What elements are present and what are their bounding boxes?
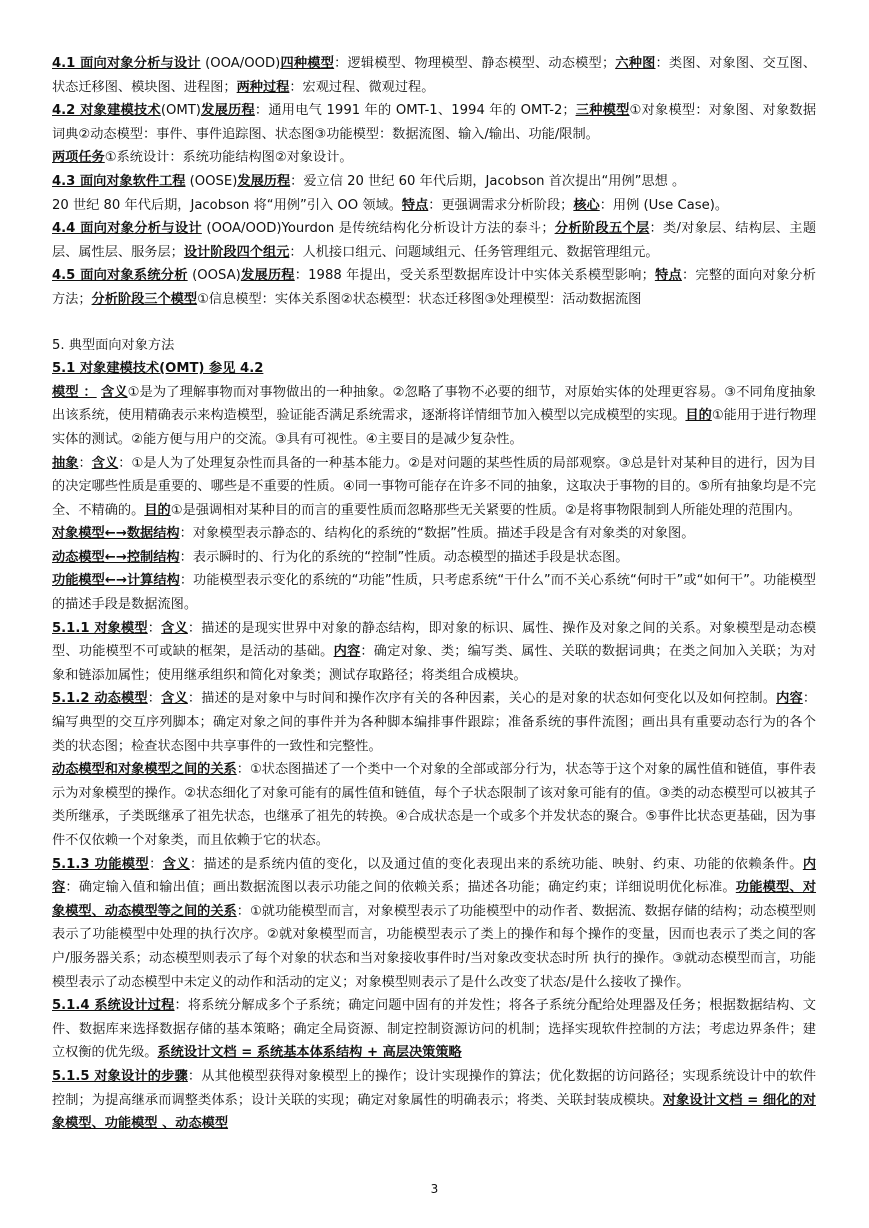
emphasis-run: 发展历程: [237, 173, 291, 189]
paragraph-gap: [52, 312, 816, 334]
emphasis-run: 4.5 面向对象系统分析: [52, 268, 188, 284]
emphasis-run: 目的: [685, 408, 712, 424]
emphasis-run: 5.1.3 功能模型: [52, 856, 150, 872]
paragraph: [52, 758, 816, 852]
text-run: 20 世纪 80 年代后期，Jacobson 将“用例”引入 OO 领域。: [52, 197, 402, 213]
emphasis-run: 功能模型、对象模型、动态模型等之间的关系: [52, 880, 817, 919]
paragraph: [52, 546, 816, 570]
text-run: ：: [149, 856, 163, 872]
paragraph: [52, 170, 816, 194]
text-run: ：更强调需求分析阶段；: [428, 197, 574, 213]
paragraph: [52, 357, 816, 381]
emphasis-run: 对象设计文档 = 细化的对象模型、功能模型 、动态模型: [52, 1092, 816, 1132]
text-run: ①信息模型：实体关系图②状态模型：状态迁移图③处理模型：活动数据流图: [197, 291, 642, 307]
text-run: (OOSA): [187, 268, 241, 284]
text-run: ：: [78, 455, 92, 471]
emphasis-run: 4.2 对象建模技术: [52, 103, 161, 119]
emphasis-run: 含义: [161, 691, 188, 707]
text-run: ：人机接口组元、问题域组元、任务管理组元、数据管理组元。: [289, 244, 659, 260]
emphasis-run: 发展历程: [200, 103, 255, 119]
text-run: ①是强调相对某种目的而言的重要性质而忽略那些无关紧要的性质。②是将事物限制到人所能处理的范围内。: [170, 502, 801, 518]
emphasis-run: 4.4 面向对象分析与设计: [52, 221, 202, 237]
paragraph: [52, 52, 816, 99]
emphasis-run: 系统设计文档 = 系统基本体系结构 + 高层决策策略: [157, 1045, 462, 1061]
emphasis-run: 5.1.5 对象设计的步骤: [52, 1068, 188, 1084]
text-run: ：编写典型的交互序列脚本；确定对象之间的事件并为各种脚本编排事件跟踪；准备系统的事件流图；画出具有重要动态行为的各个类的状态图；检查状态图中共享事件的一致性和完整性。: [52, 691, 817, 754]
text-run: ：确定对象、类；编写类、属性、关联的数据词典；在类之间加入关联；为对象和链添加属性；使用继承组织和简化对象类；测试存取路径；将类组合成模块。: [52, 644, 817, 683]
emphasis-run: 5.1.4 系统设计过程: [52, 998, 175, 1014]
emphasis-run: 两项任务: [52, 150, 105, 166]
paragraph: [52, 146, 816, 170]
text-run: ：对象模型表示静态的、结构化的系统的“数据”性质。描述手段是含有对象类的对象图。: [179, 526, 695, 542]
emphasis-run: 模型 ：: [52, 384, 97, 400]
emphasis-run: 功能模型←→计算结构: [52, 573, 180, 589]
emphasis-run: 含义: [101, 384, 128, 400]
text-run: ①能用于进行物理实体的测试。②能方便与用户的交流。③具有可视性。④主要目的是减少复杂性。: [52, 408, 817, 447]
paragraph: [52, 194, 816, 218]
text-run: ①系统设计：系统功能结构图②对象设计。: [104, 150, 353, 166]
text-run: ：将系统分解成多个子系统；确定问题中固有的并发性；将各子系统分配给处理器及任务；根据数据结构、文件、数据库来选择数据存储的基本策略；确定全局资源、制定控制资源访问的机制；选择实现软件控制的方法；考虑边界条件；建立权衡的优先级。: [52, 998, 816, 1061]
emphasis-run: 含义: [91, 455, 119, 471]
text-run: ：爱立信 20 世纪 60 年代后期，Jacobson 首次提出“用例”思想 。: [290, 173, 686, 189]
emphasis-run: 5.1 对象建模技术(OMT) 参见 4.2: [52, 361, 264, 377]
text-run: ：描述的是对象中与时间和操作次序有关的各种因素，关心的是对象的状态如何变化以及如何控制。: [187, 691, 777, 707]
text-run: (OOA/OOD): [200, 56, 281, 71]
emphasis-run: 目的: [144, 502, 171, 518]
emphasis-run: 5.1.1 对象模型: [52, 620, 148, 636]
emphasis-run: 两种过程: [236, 79, 290, 95]
emphasis-run: 四种模型: [280, 56, 335, 71]
emphasis-run: 内容: [52, 856, 817, 896]
emphasis-run: 抽象: [52, 455, 79, 471]
paragraph: [52, 853, 816, 995]
paragraph: [52, 569, 816, 616]
emphasis-run: 含义: [162, 856, 190, 872]
text-run: 5. 典型面向对象方法: [52, 337, 175, 353]
emphasis-run: 4.1 面向对象分析与设计: [52, 56, 201, 71]
emphasis-run: 4.3 面向对象软件工程: [52, 173, 186, 189]
paragraph: [52, 99, 816, 146]
text-run: ：从其他模型获得对象模型上的操作；设计实现操作的算法；优化数据的访问路径；实现系统设计中的软件控制；为提高继承而调整类体系；设计关联的实现；确定对象属性的明确表示；将类、关联封装成模块。: [52, 1068, 817, 1108]
paragraph: [52, 334, 816, 358]
text-run: ：类图、对象图、交互图、状态迁移图、模块图、进程图；: [52, 56, 817, 95]
text-run: ：①是人为了处理复杂性而具备的一种基本能力。②是对问题的某些性质的局部观察。③总是针对某种目的进行，因为目的决定哪些性质是重要的、哪些是不重要的性质。④同一事物可能存在许多不同的抽象，这取决于事物的目的。⑤所有抽象均是不完全、不精确的。: [52, 455, 817, 518]
text-run: (OOA/OOD)Yourdon 是传统结构化分析设计方法的泰斗；: [201, 221, 555, 237]
emphasis-run: 核心: [573, 197, 600, 213]
text-run: ：表示瞬时的、行为化的系统的“控制”性质。动态模型的描述手段是状态图。: [179, 549, 629, 565]
text-run: ：宏观过程、微观过程。: [289, 79, 435, 95]
text-run: ：确定输入值和输出值；画出数据流图以表示功能之间的依赖关系；描述各功能；确定约束；详细说明优化标准。: [65, 880, 736, 896]
text-run: ：描述的是系统内值的变化，以及通过值的变化表现出来的系统功能、映射、约束、功能的依赖条件。: [189, 856, 803, 872]
emphasis-run: 动态模型←→控制结构: [52, 549, 180, 565]
emphasis-run: 含义: [161, 620, 188, 636]
text-run: ：功能模型表示变化的系统的“功能”性质，只考虑系统“干什么”而不关心系统“何时干”或“如何干”。功能模型的描述手段是数据流图。: [52, 573, 816, 613]
paragraph: [52, 617, 816, 688]
page-number: 3: [430, 1182, 439, 1196]
emphasis-run: 特点: [654, 268, 682, 284]
text-run: ：逻辑模型、物理模型、静态模型、动态模型；: [334, 56, 616, 71]
emphasis-run: 六种图: [615, 56, 656, 71]
paragraph: [52, 217, 816, 264]
text-run: ：完整的面向对象分析方法；: [52, 268, 816, 307]
text-run: ：描述的是现实世界中对象的静态结构，即对象的标识、属性、操作及对象之间的关系。对象模型是动态模型、功能模型不可或缺的框架，是活动的基础。: [52, 620, 817, 660]
paragraph: [52, 264, 816, 311]
text-run: ①对象模型：对象图、对象数据词典②动态模型：事件、事件追踪图、状态图③功能模型：数据流图、输入/输出、功能/限制。: [52, 103, 817, 142]
paragraph: [52, 994, 816, 1065]
document-body: [52, 52, 816, 1136]
paragraph: [52, 522, 816, 546]
paragraph: [52, 381, 816, 452]
text-run: ：用例 (Use Case)。: [599, 197, 729, 213]
emphasis-run: 5.1.2 动态模型: [52, 691, 148, 707]
text-run: ：通用电气 1991 年的 OMT-1、1994 年的 OMT-2；: [254, 103, 576, 119]
emphasis-run: 特点: [401, 197, 429, 213]
emphasis-run: 设计阶段四个组元: [183, 244, 290, 260]
emphasis-run: 三种模型: [575, 103, 630, 119]
emphasis-run: 内容: [776, 691, 803, 707]
text-run: (OOSE): [185, 173, 238, 189]
emphasis-run: 内容: [333, 644, 361, 660]
text-run: ：①就功能模型而言，对象模型表示了功能模型中的动作者、数据流、数据存储的结构；动态模型则表示了功能模型中处理的执行次序。②就对象模型而言，功能模型表示了类上的操作和每个操作的变量，因而也表示了类之间的客户/服务器关系；动态模型则表示了每个对象的状态和当对象接收事件时/当对象改变状态时所 执行的操作。③就动态模型而言，功能模型表示了动态模型中未定义的动作和活动的定义；对象模型则表示了是什么改变了状态/是什么接收了操作。: [52, 903, 816, 990]
text-run: ：类/对象层、结构层、主题层、属性层、服务层；: [52, 221, 817, 260]
paragraph: [52, 687, 816, 758]
emphasis-run: 发展历程: [240, 268, 295, 284]
text-run: ：: [147, 691, 162, 707]
text-run: ：1988 年提出，受关系型数据库设计中实体关系模型影响；: [294, 268, 655, 284]
text-run: (OMT): [160, 103, 201, 119]
text-run: ①是为了理解事物而对事物做出的一种抽象。②忽略了事物不必要的细节，对原始实体的处理更容易。③不同角度抽象出该系统，使用精确表示来构造模型，验证能否满足系统需求，逐渐将详情细节加入模型以完成模型的实现。: [52, 384, 816, 424]
emphasis-run: 分析阶段三个模型: [91, 291, 198, 307]
emphasis-run: 动态模型和对象模型之间的关系: [52, 762, 237, 778]
emphasis-run: 分析阶段五个层: [554, 221, 650, 237]
text-run: ：: [147, 620, 162, 636]
text-run: ：①状态图描述了一个类中一个对象的全部或部分行为，状态等于这个对象的属性值和链值，事件表示为对象模型的操作。②状态细化了对象可能有的属性值和链值，每个子状态限制了该对象可能有的值。③类的动态模型可以被其子类所继承，子类既继承了祖先状态，也继承了祖先的转换。④合成状态是一个或多个并发状态的聚合。⑤事件比状态更基础，因为事件不仅依赖一个对象类，而且依赖于它的状态。: [52, 762, 816, 848]
paragraph: [52, 452, 816, 523]
emphasis-run: 对象模型←→数据结构: [52, 526, 180, 542]
paragraph: [52, 1065, 816, 1136]
